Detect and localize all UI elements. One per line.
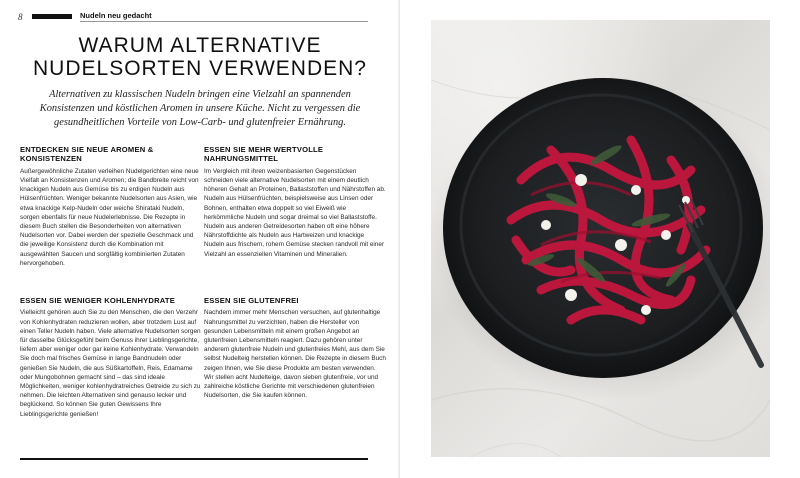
section-low-carb — [20, 296, 202, 419]
bottom-rule — [20, 458, 368, 460]
intro-text: Alternativen zu klassischen Nudeln bringen eine Vielzahl an spannenden Konsistenzen und köstlichen Aromen in unsere Küche. Nicht zu vergessen die gesundheitlichen Vorteile von Low-Carb- und glutenfreier Ernährung. — [39, 89, 361, 129]
page-title: WARUM ALTERNATIVE NUDELSORTEN VERWENDEN? — [33, 34, 367, 80]
section-heading: ESSEN SIE GLUTENFREI — [204, 296, 299, 305]
header-bar — [32, 14, 72, 19]
section-gluten-free — [204, 296, 386, 400]
pasta-photo — [431, 20, 770, 457]
section-body: Nachdem immer mehr Menschen versuchen, auf glutenhaltige Nahrungsmittel zu verzichten, haben die Hersteller von gesunden Lebensmitteln mit einem großen Angebot an glutenfreien Lebensmitteln reagiert. Dazu gehören unter anderem glutenfreie Nudeln und glutenfreies Mehl, aus dem Sie selbst Nudelteig herstellen können. Die Rezepte in diesem Buch zeigen Ihnen, wie Sie diese Produkte am besten verwenden. Wir stellen acht Nudelteige, davon sieben glutenfreie, vor und zahlreiche köstliche Gerichte mit verschiedenen glutenfreien Nudelsorten, die Sie kaufen können. — [204, 309, 386, 400]
section-heading: ESSEN SIE WENIGER KOHLENHYDRATE — [20, 296, 175, 305]
section-heading: ESSEN SIE MEHR WERTVOLLE NAHRUNGSMITTEL — [204, 145, 324, 164]
section-nutrition — [204, 145, 386, 259]
section-body: Im Vergleich mit ihren weizenbasierten Gegenstücken schneiden viele alternative Nudelsorten mit einem deutlich höheren Gehalt an Proteinen, Ballaststoffen und Nährstoffen ab. Nudeln aus Hülsenfrüchten, beispielsweise aus Linsen oder Bohnen, enthalten etwa doppelt so viel Eiweiß wie herkömmliche Nudeln und sogar dreimal so viel Ballaststoffe. Nudeln aus anderen Getreidesorten haben oft eine höhere Nährstoffdichte als Nudeln aus Hartweizen und knackige Nudeln aus frischem, rohem Gemüse stecken randvoll mit einer Vielzahl an essenziellen Vitaminen und Mineralien. — [204, 167, 386, 258]
header-rule — [80, 21, 368, 22]
section-heading: ENTDECKEN SIE NEUE AROMEN & KONSISTENZEN — [20, 145, 154, 164]
section-body: Außergewöhnliche Zutaten verleihen Nudelgerichten eine neue Vielfalt an Konsistenzen und Aromen; die Bandbreite reicht von knackigen Nudeln aus Gemüse bis zu erdigen Nudeln aus Hülsenfrüchten. Weniger bekannte Nudelsorten aus Asien, wie etwa knackige Kelp-Nudeln oder weiche Shirataki Nudeln, sorgen ebenfalls für neue Nudelerlebnisse. Die Rezepte in diesem Buch stellen die Besonderheiten von alternativen Nudelsorten vor. Dabei werden der spezielle Geschmack und die jeweilige Konsistenz durch die Kombination mit ausgewählten Saucen und sorgfältig kombinierten Zutaten hervorgehoben. — [20, 167, 199, 267]
right-page — [400, 0, 800, 478]
plate — [443, 78, 763, 378]
section-aromas — [20, 145, 202, 268]
pasta-dish-illustration — [431, 20, 770, 457]
running-head: Nudeln neu gedacht — [80, 11, 152, 20]
page-number: 8 — [18, 12, 23, 22]
section-body: Vielleicht gehören auch Sie zu den Menschen, die den Verzehr von Kohlenhydraten reduzieren wollen, aber trotzdem Lust auf einen Teller Nudeln haben. Viele alternative Nudelsorten sorgen für dasselbe Glücksgefühl beim Genuss ihrer Lieblingsgerichte, liefern aber weniger oder gar keine Kohlenhydrate. Verwandeln Sie doch mal frisches Gemüse in lange Bandnudeln oder genießen Sie Nudeln, die aus Süßkartoffeln, Reis, Edamame oder Mungobohnen gemacht sind – das sind ideale Möglichkeiten, weniger kohlenhydratreiches Getreide zu sich zu nehmen. Die leichten Alternativen sind genauso lecker und beglückend. So können Sie guten Gewissens Ihre Lieblingsgerichte genießen! — [20, 309, 201, 418]
